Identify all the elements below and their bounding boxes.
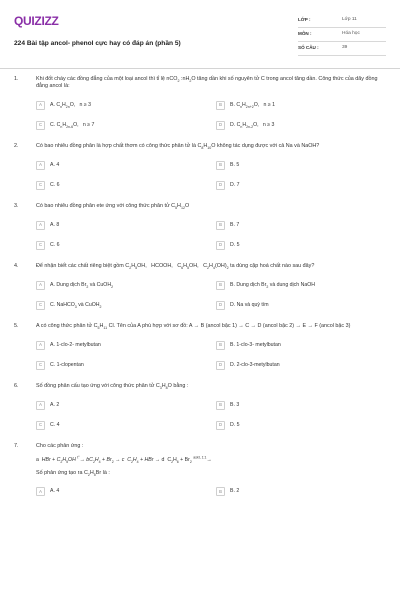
answer-option-b[interactable] [216,100,386,111]
answer-option-a[interactable] [36,280,206,291]
meta-value: Lớp 11 [342,17,357,23]
meta-value: Hóa học [342,31,360,37]
option-letter-box: B [216,281,225,290]
option-letter-box: B [216,161,225,170]
question-7 [14,443,386,506]
option-text: B. 2 [230,487,240,494]
answer-options [36,160,386,200]
question-text: A có công thức phân tử $C_5H_{11}$ Cl. Tên của A phù hợp với sơ đồ: A → B (ancol bậc 1) → C → D (ancol bậc 2) → E → F (ancol bậc 3) [36,322,351,330]
meta-row-subject [298,28,386,42]
answer-option-c[interactable] [36,180,206,191]
option-letter-box: D [216,421,225,430]
option-letter-box: B [216,221,225,230]
option-text: A. Dung dịch $Br_2$ và CuOH$_2$ [50,281,114,289]
option-text: B. Dung dịch $Br_2$ và dung dịch NaOH [230,281,316,289]
question-number: 3. [14,202,19,209]
reaction-formula: a HBr + $C_2H_5OH$ $^{t^\circ}\to bC_2H_4 + Br_2 \to c$ $C_2H_4$ + HBr → d $C_2H_6 + Br_2$ $^{askt, 1:1}$→ [36,454,212,464]
option-letter-box: A [36,401,45,410]
option-text: C. 4 [50,421,60,428]
option-text: A. 4 [50,161,60,168]
question-2 [14,143,386,200]
quizizz-logo[interactable]: QUIZIZZ [14,14,59,28]
answer-option-c[interactable] [36,420,206,431]
option-letter-box: D [216,181,225,190]
question-number: 5. [14,322,19,329]
question-text: Để nhận biết các chất riêng biệt gồm $C_2H_5OH$, HCOOH, $C_6H_5OH$, $C_2H_4(OH)_2$ ta dùng cặp hoá chất nào sau đây? [36,262,315,270]
option-letter-box: B [216,401,225,410]
question-4 [14,263,386,320]
option-letter-box: C [36,301,45,310]
question-text: Có bao nhiêu đồng phân là hợp chất thơm có công thức phân tử là $C_8H_{10}O$ không tác dụng được với cả Na và NaOH? [36,142,320,150]
answer-option-b[interactable] [216,486,386,497]
answer-option-b[interactable] [216,220,386,231]
meta-value: 39 [342,45,348,51]
option-text: C. NaHCO$_3$ và CuOH$_2$ [50,301,102,309]
question-number: 6. [14,382,19,389]
answer-option-d[interactable] [216,300,386,311]
meta-label: LỚP : [298,17,311,23]
option-letter-box: D [216,121,225,130]
option-text: D. 5 [230,421,240,428]
option-letter-box: C [36,361,45,370]
answer-option-a[interactable] [36,220,206,231]
answer-option-a[interactable] [36,400,206,411]
answer-option-a[interactable] [36,486,206,497]
option-text: B. 7 [230,221,240,228]
option-letter-box: A [36,221,45,230]
meta-label: SỐ CÂU : [298,45,319,51]
answer-option-b[interactable] [216,280,386,291]
option-text: D. 7 [230,181,240,188]
option-text: A. 1-clo-2- metylbutan [50,341,101,348]
option-text: A. 2 [50,401,60,408]
option-text: C. 1-clopentan [50,361,84,368]
answer-options [36,220,386,260]
answer-options [36,486,386,506]
answer-option-d[interactable] [216,120,386,131]
option-letter-box: B [216,341,225,350]
answer-option-c[interactable] [36,240,206,251]
option-text: D. Na và quỳ tím [230,301,269,308]
question-5 [14,323,386,380]
page-title: 224 Bài tập ancol- phenol cực hay có đáp án (phần 5) [14,40,181,47]
question-subtext: Số phản ứng tạo ra $C_2H_5Br$ là : [36,469,110,477]
question-list [14,76,386,506]
option-text: B. 5 [230,161,240,168]
option-text: A. 4 [50,487,60,494]
option-text: B. 3 [230,401,240,408]
answer-option-d[interactable] [216,420,386,431]
answer-option-b[interactable] [216,400,386,411]
answer-options [36,340,386,380]
option-letter-box: A [36,281,45,290]
option-letter-box: A [36,101,45,110]
answer-option-a[interactable] [36,100,206,111]
meta-row-class [298,14,386,28]
answer-option-b[interactable] [216,340,386,351]
question-number: 1. [14,76,19,82]
question-text: Cho các phản ứng : [36,442,84,449]
answer-option-d[interactable] [216,180,386,191]
answer-option-c[interactable] [36,300,206,311]
answer-option-c[interactable] [36,360,206,371]
option-text: B. 1-clo-3- metylbutan [230,341,281,348]
option-letter-box: A [36,487,45,496]
answer-option-a[interactable] [36,340,206,351]
option-text: D. 2-clo-3-metylbutan [230,361,280,368]
question-text: Số đồng phân cấu tạo ứng với công thức phân tử $C_3H_8O$ bằng : [36,382,189,390]
question-number: 7. [14,442,19,449]
answer-options [36,100,386,140]
answer-option-d[interactable] [216,240,386,251]
option-letter-box: B [216,101,225,110]
answer-option-b[interactable] [216,160,386,171]
question-text: Có bao nhiêu đồng phân ete ứng với công thức phân tử $C_5H_{12}O$ [36,202,190,210]
meta-table [298,14,386,56]
header-divider [0,68,400,69]
option-letter-box: C [36,181,45,190]
option-letter-box: D [216,301,225,310]
option-text: C. 6 [50,241,60,248]
meta-label: MÔN : [298,31,312,37]
question-1 [14,76,386,140]
answer-option-a[interactable] [36,160,206,171]
question-6 [14,383,386,440]
header [14,10,386,66]
question-number: 4. [14,262,19,269]
option-text: C. 6 [50,181,60,188]
option-letter-box: C [36,121,45,130]
option-letter-box: B [216,487,225,496]
question-number: 2. [14,142,19,149]
answer-options [36,400,386,440]
answer-option-d[interactable] [216,360,386,371]
option-letter-box: A [36,161,45,170]
option-letter-box: D [216,361,225,370]
question-text: Khi đốt cháy các đồng đẳng của một loại ancol thì tỉ lệ nCO$_2$ $:nH_2O$ tăng dần khi số nguyên tử C trong ancol tăng dần. Công thức của dãy đồng đẳng ancol là: [36,76,378,90]
option-text: D. $C_nH_{2n-2}O$, n ≥ 3 [230,121,275,129]
option-text: D. 5 [230,241,240,248]
answer-options [36,280,386,320]
option-letter-box: C [36,421,45,430]
option-letter-box: C [36,241,45,250]
option-letter-box: D [216,241,225,250]
meta-row-count [298,42,386,56]
option-text: A. 8 [50,221,60,228]
option-text: A. $C_nH_{2n}O$, n ≥ 3 [50,101,92,109]
option-text: B. $C_nH_{2n+2}O$, n ≥ 1 [230,101,275,109]
answer-option-c[interactable] [36,120,206,131]
option-text: C. $C_nH_{2n-6}O$, n ≥ 7 [50,121,95,129]
question-3 [14,203,386,260]
option-letter-box: A [36,341,45,350]
